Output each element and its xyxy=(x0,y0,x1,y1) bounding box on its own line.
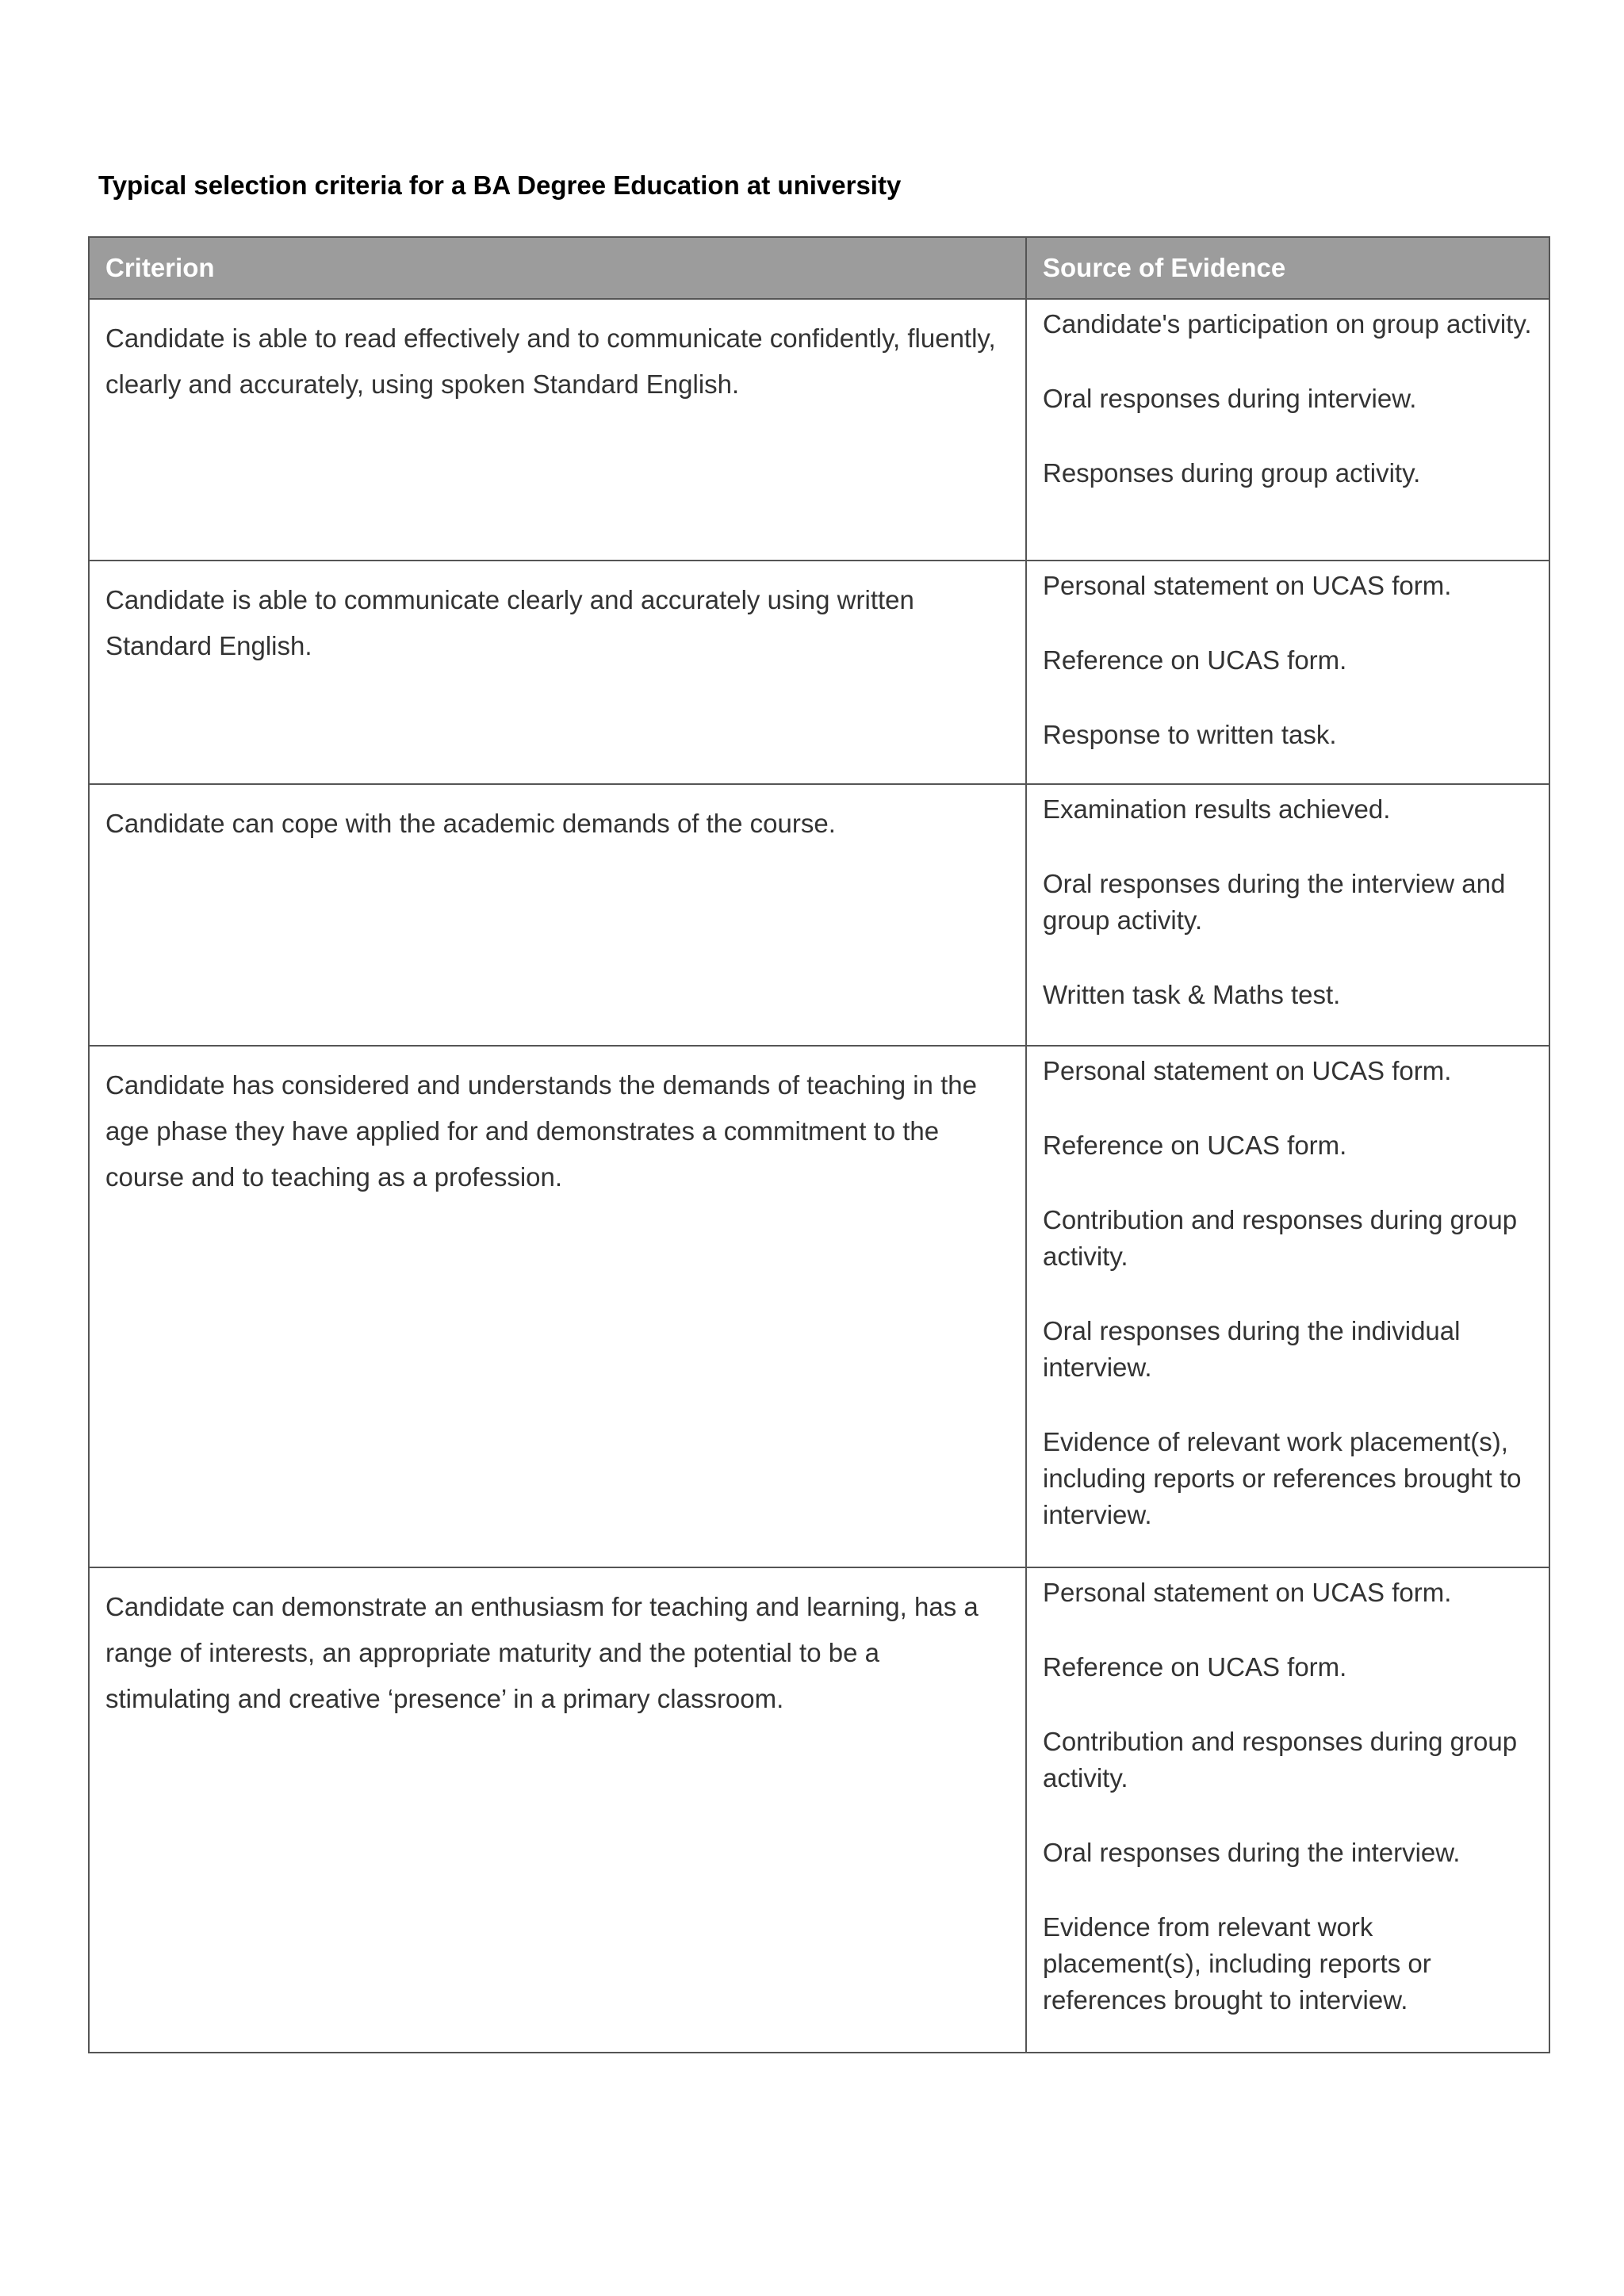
criterion-cell: Candidate is able to read effectively and to communicate confidently, fluently, clearly and accurately, using spoken Standard English. xyxy=(89,299,1026,561)
page-title: Typical selection criteria for a BA Degree Education at university xyxy=(98,170,902,200)
table-row xyxy=(89,1046,1549,1567)
evidence-item: Personal statement on UCAS form. xyxy=(1043,1578,1452,1607)
evidence-cell xyxy=(1026,1567,1549,2053)
evidence-item: Oral responses during interview. xyxy=(1043,384,1417,413)
criterion-cell: Candidate can demonstrate an enthusiasm for teaching and learning, has a range of interests, an appropriate maturity and the potential to be a stimulating and creative ‘presence’ in a primary classroom. xyxy=(89,1567,1026,2053)
table-row xyxy=(89,561,1549,784)
evidence-item: Contribution and responses during group activity. xyxy=(1043,1727,1518,1793)
evidence-cell xyxy=(1026,561,1549,784)
table-row xyxy=(89,299,1549,561)
selection-criteria-table xyxy=(88,236,1550,2053)
evidence-item: Responses during group activity. xyxy=(1043,458,1421,488)
evidence-item: Reference on UCAS form. xyxy=(1043,645,1347,675)
evidence-item: Evidence of relevant work placement(s), including reports or references brought to interview. xyxy=(1043,1427,1522,1529)
criterion-cell: Candidate has considered and understands the demands of teaching in the age phase they have applied for and demonstrates a commitment to the course and to teaching as a profession. xyxy=(89,1046,1026,1567)
table-row xyxy=(89,1567,1549,2053)
evidence-item: Response to written task. xyxy=(1043,720,1337,749)
evidence-item: Oral responses during the interview. xyxy=(1043,1838,1461,1867)
evidence-item: Candidate's participation on group activity. xyxy=(1043,309,1532,339)
criterion-cell: Candidate is able to communicate clearly and accurately using written Standard English. xyxy=(89,561,1026,784)
evidence-item: Reference on UCAS form. xyxy=(1043,1652,1347,1682)
evidence-item: Written task & Maths test. xyxy=(1043,980,1341,1009)
table-header-row xyxy=(89,237,1549,299)
evidence-item: Personal statement on UCAS form. xyxy=(1043,571,1452,600)
table-row xyxy=(89,784,1549,1046)
criterion-cell: Candidate can cope with the academic demands of the course. xyxy=(89,784,1026,1046)
evidence-item: Contribution and responses during group activity. xyxy=(1043,1205,1518,1271)
evidence-item: Reference on UCAS form. xyxy=(1043,1131,1347,1160)
evidence-item: Oral responses during the interview and group activity. xyxy=(1043,869,1506,935)
evidence-cell xyxy=(1026,784,1549,1046)
evidence-cell xyxy=(1026,1046,1549,1567)
evidence-cell xyxy=(1026,299,1549,561)
criterion-column-header: Criterion xyxy=(89,237,1026,299)
evidence-item: Evidence from relevant work placement(s), including reports or references brought to interview. xyxy=(1043,1912,1431,2015)
evidence-column-header: Source of Evidence xyxy=(1026,237,1549,299)
evidence-item: Oral responses during the individual interview. xyxy=(1043,1316,1461,1382)
evidence-item: Personal statement on UCAS form. xyxy=(1043,1056,1452,1085)
evidence-item: Examination results achieved. xyxy=(1043,794,1391,824)
